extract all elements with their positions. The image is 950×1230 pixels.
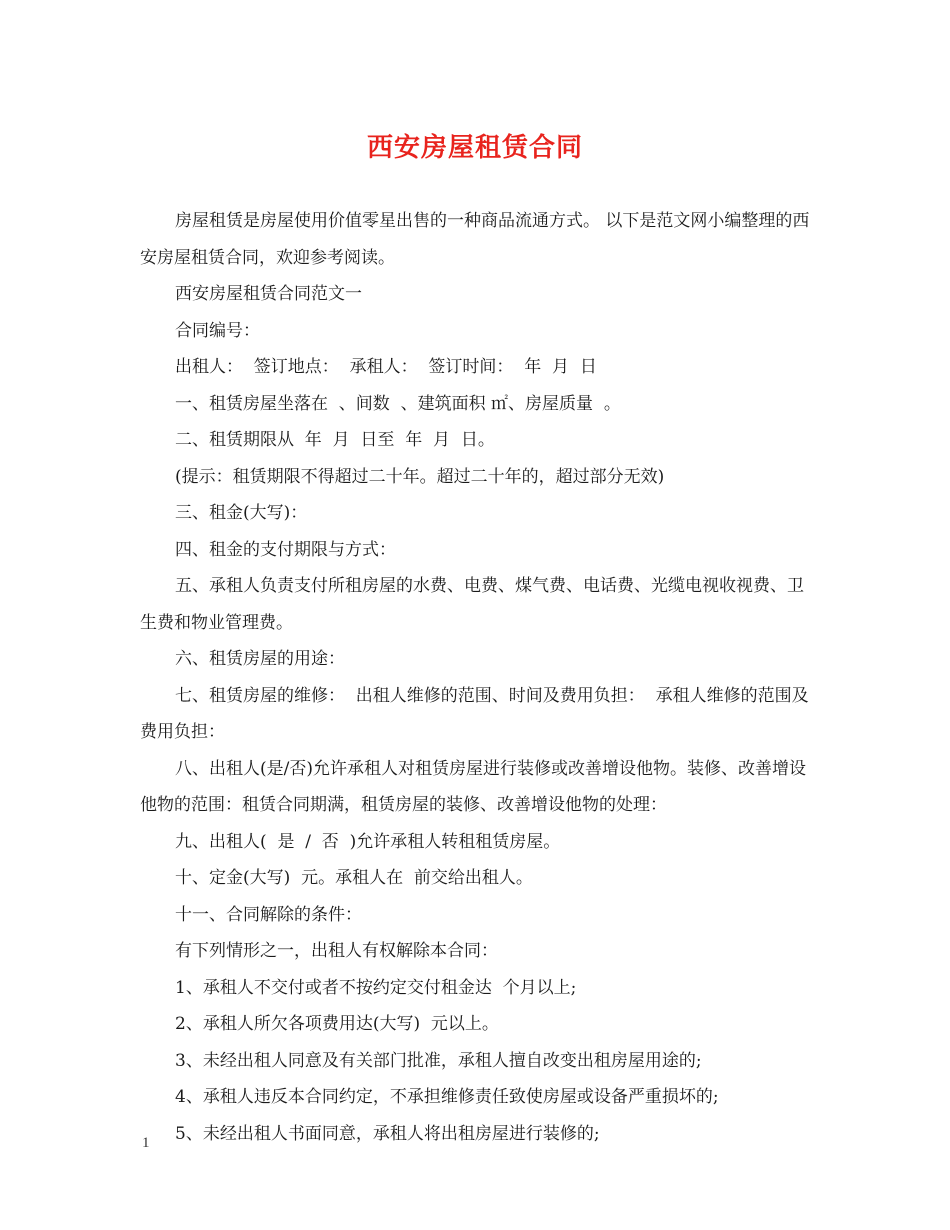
clause-6: 六、租赁房屋的用途： bbox=[175, 649, 345, 669]
clause-4: 四、租金的支付期限与方式： bbox=[175, 539, 396, 560]
condition-4: 4、承租人违反本合同约定，不承担维修责任致使房屋或设备严重损坏的; bbox=[175, 1087, 719, 1107]
paragraph-contract-number: 合同编号： bbox=[175, 320, 260, 341]
clause-11: 十一、合同解除的条件： bbox=[175, 904, 362, 925]
clause-5: 五、承租人负责支付所租房屋的水费、电费、煤气费、电话费、光缆电视收视费、卫生费和物业管理费。 bbox=[140, 576, 804, 633]
document-title: 西安房屋租赁合同 bbox=[366, 133, 583, 163]
clause-10: 十、定金(大写) 元。承租人在 前交给出租人。 bbox=[175, 868, 533, 888]
clause-7: 七、租赁房屋的维修： 出租人维修的范围、时间及费用负担： 承租人维修的范围及费用负担： bbox=[140, 685, 809, 742]
clause-2: 二、租赁期限从 年 月 日至 年 月 日。 bbox=[175, 430, 495, 450]
condition-1: 1、承租人不交付或者不按约定交付租金达 个月以上; bbox=[175, 977, 577, 998]
clause-3: 三、租金(大写)： bbox=[175, 503, 308, 523]
condition-2: 2、承租人所欠各项费用达(大写) 元以上。 bbox=[175, 1014, 499, 1034]
paragraph-sample-heading: 西安房屋租赁合同范文一 bbox=[175, 284, 362, 304]
clause-11-intro: 有下列情形之一，出租人有权解除本合同： bbox=[175, 941, 498, 961]
clause-2-note: (提示：租赁期限不得超过二十年。超过二十年的，超过部分无效) bbox=[175, 466, 665, 487]
clause-9: 九、出租人( 是 / 否 )允许承租人转租租赁房屋。 bbox=[175, 831, 561, 852]
page-number: 1 bbox=[142, 1135, 150, 1151]
condition-3: 3、未经出租人同意及有关部门批准，承租人擅自改变出租房屋用途的; bbox=[175, 1050, 702, 1071]
paragraph-intro: 房屋租赁是房屋使用价值零星出售的一种商品流通方式。 以下是范文网小编整理的西安房屋租赁合同，欢迎参考阅读。 bbox=[140, 211, 810, 268]
clause-1: 一、租赁房屋坐落在 、间数 、建筑面积 ㎡、房屋质量 。 bbox=[175, 393, 621, 414]
condition-5: 5、未经出租人书面同意，承租人将出租房屋进行装修的; bbox=[175, 1123, 600, 1144]
document-body bbox=[140, 203, 815, 1152]
clause-8: 八、出租人(是/否)允许承租人对租赁房屋进行装修或改善增设他物。装修、改善增设他物的范围：租赁合同期满，租赁房屋的装修、改善增设他物的处理： bbox=[140, 758, 806, 815]
paragraph-parties: 出租人： 签订地点： 承租人： 签订时间： 年 月 日 bbox=[175, 357, 597, 377]
